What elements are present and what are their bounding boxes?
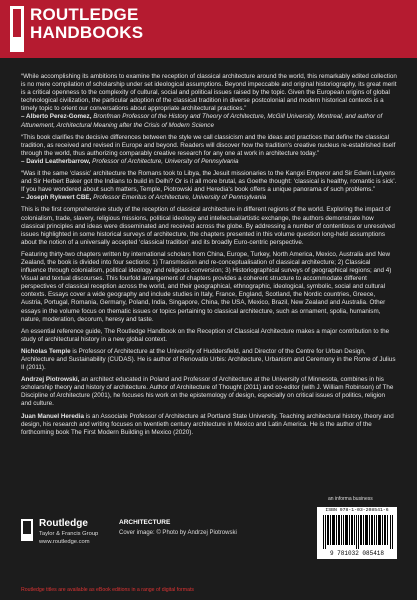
- back-cover-footer: [21, 496, 397, 586]
- quote-text: “While accomplishing its ambitions to examine the reception of classical architecture around the world, this remarkably edited collection is no mere compilation of scholarship under set ideological assumptions. Beyond impeccable and original historiography, its great merit is a critical openness to the complexity of cultural, social and political issues raised by the topic. Given the European origins of global technological civilization, the particular adoption of the classical tradition in diverse postcolonial and modern historical contexts is a timely topic to orient our conversations about appropriate architectural practices.”: [21, 73, 397, 113]
- back-cover-text: [21, 73, 397, 441]
- quote-1: [21, 73, 397, 130]
- cover-image-credit: Cover image: © Photo by Andrzej Piotrowski: [119, 530, 237, 536]
- bio-text: an architect educated in Poland and Professor of Architecture at the University of Minnesota, combines in his scholarship theory and history of architecture. Author of Architecture of Thought (2011) and co-editor (with J. William Robinson) of The Discipline of Architecture (2001), he focuses his work on the epistemology of design, especially on critical issues of politics, religion and culture.: [21, 376, 394, 408]
- description-paragraph: This is the first comprehensive study of the reception of classical architecture in different regions of the world. Exploring the impact of colonialism, trade, slavery, religious missions, political ideology and intellectual/artistic exchange, the authors demonstrate how classical principles and ideas were disseminated and received across the globe. By addressing a number of contentious or unresolved issues highlighted in some historical surveys of architecture, the chapters presented in this volume question long-held assumptions about the notion of a universally accepted ‘classical tradition’ and its broadly Euro-centric perspective.: [21, 206, 395, 246]
- description-paragraph: An essential reference guide, The Routledge Handbook on the Reception of Classical Architecture makes a major contribution to the study of architectural history in a new global context.: [21, 327, 390, 343]
- publisher-group: Taylor & Francis Group: [39, 531, 99, 537]
- series-title-line1: ROUTLEDGE: [30, 5, 139, 24]
- quote-author: – David Leatherbarrow,: [21, 157, 91, 165]
- bio-text: is Professor of Architecture at the University of Huddersfield, and Director of the Centre for Urban Design, Architecture and Sustainability (CUDAS). He is author of Renovatio Urbis: Architecture, Urbanism and Ceremony in the Rome of Julius II (2011).: [21, 347, 396, 372]
- quote-text: “Was it the same ‘classic’ architecture the Romans took to Libya, the Jesuit missionaries to the Kangxi Emperor and Sir Edwin Lutyens and Sir Herbert Baker got the Indians to build in Delhi? Or is it all more brutal, as Goethe thought: ‘classical is healthy, romantic is sick’. If you have wondered about such matters, Temple, Piotrowski and Heredia's book offers a unique panorama of such problems.”: [21, 170, 397, 194]
- isbn-barcode: [317, 507, 397, 559]
- publisher-url[interactable]: www.routledge.com: [39, 539, 90, 545]
- quote-affiliation: Professor Emeritus of Architecture, University of Pennsylvania: [93, 194, 267, 202]
- subject-category: ARCHITECTURE: [119, 519, 171, 526]
- isbn-label: ISBN 978-1-03-208541-6: [325, 508, 389, 513]
- series-title-line2: HANDBOOKS: [30, 23, 144, 42]
- publisher-name: Routledge: [39, 518, 88, 529]
- bio-piotrowski: [21, 376, 397, 408]
- barcode-icon: [323, 515, 393, 549]
- quote-3: [21, 170, 397, 202]
- routledge-publisher-logo-icon: [21, 519, 33, 541]
- quote-2: [21, 134, 397, 166]
- bio-name: Nicholas Temple: [21, 347, 71, 355]
- series-title: [30, 6, 143, 42]
- series-header: [0, 0, 417, 58]
- ebook-note: Routledge titles are available as eBook editions in a range of digital formats: [21, 587, 195, 593]
- bio-temple: [21, 348, 397, 372]
- informa-tagline: an informa business: [328, 496, 373, 502]
- quote-affiliation: Bronfman Professor of the History and Theory of Architecture, McGill University, Montreal, and author of Attunement, Architectural Meaning after the Crisis of Modern Science: [21, 113, 383, 129]
- bio-name: Juan Manuel Heredia: [21, 412, 84, 420]
- quote-author: – Joseph Rykwert CBE,: [21, 194, 92, 202]
- quote-author: – Alberto Perez-Gomez,: [21, 113, 92, 121]
- bio-name: Andrzej Piotrowski,: [21, 376, 80, 384]
- description-paragraph: Featuring thirty-two chapters written by international scholars from China, Europe, Turkey, North America, Mexico, Australia and New Zealand, the book is divided into four sections: 1) Transmission and re-conceptualisation of classical architecture; 2) Classical influence through colonialism, political ideology and religious conversion; 3) Historiographical surveys of geographical regions; and 4) Visual and textual discourses. This fourfold arrangement of chapters provides a coherent structure to accommodate different perspectives of classical reception across the world, and their geographical, ethnographic, ideological, symbolic, social and cultural contexts. Essays cover a wide geography and include studies in Italy, France, England, Scotland, the Nordic countries, Greece, Austria, Portugal, Romania, Germany, Poland, India, Singapore, China, the USA, Mexico, Brazil, New Zealand and Australia. Other essays in the volume focus on thematic issues or topics pertaining to classical architecture, such as ornament, spolia, humanism, nature, moderation, decorum, heresy and taste.: [21, 250, 392, 323]
- routledge-logo-icon: [10, 6, 24, 52]
- bio-heredia: [21, 413, 397, 437]
- bio-text: is an Associate Professor of Architecture at Portland State University. Teaching architectural history, theory and design, his research and writing focuses on twentieth century architecture in Mexico and Latin America. He is the author of the forthcoming book The First Modern Building in Mexico (2020).: [21, 412, 394, 436]
- isbn-digits: 9 781032 085418: [329, 550, 384, 557]
- quote-text: “This book clarifies the decisive differences between the style we call classicism and the ideas and practices that define the classical tradition, as received and revised in Europe and beyond. Readers will discover how the tradition's creative nucleus re-established itself through the world, thus authorizing comparably creative research for any one at work in architecture today.”: [21, 133, 396, 157]
- quote-affiliation: Professor of Architecture, University of Pennsylvania: [92, 157, 239, 165]
